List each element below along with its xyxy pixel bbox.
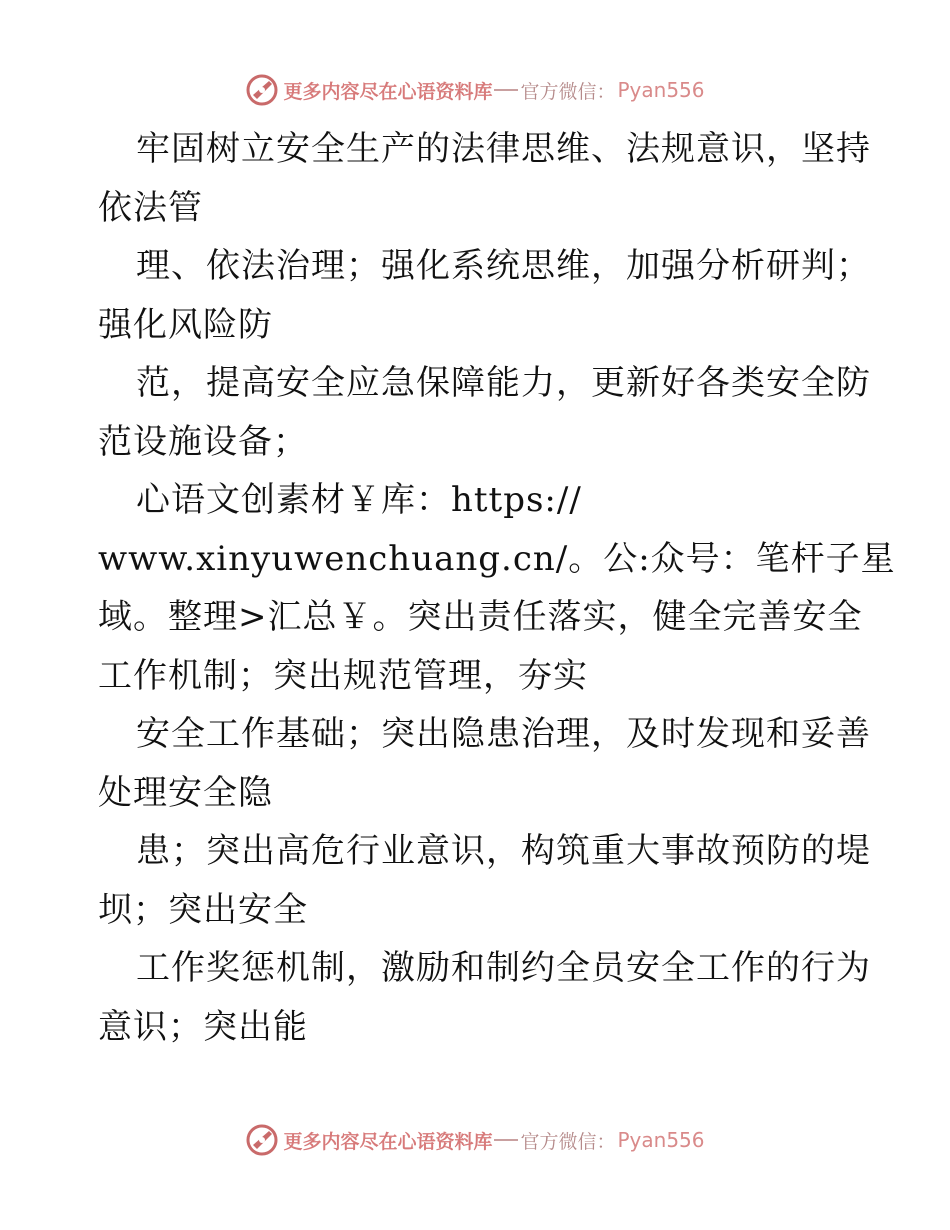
text-line: 工作机制；突出规范管理，夯实 <box>98 655 588 696</box>
text-line: 域。整理>汇总￥。突出责任落实，健全完善安全 <box>98 597 863 637</box>
header-wechat-label: 官方微信： <box>520 80 616 103</box>
footer-banner <box>0 1120 950 1160</box>
brand-logo-icon <box>245 73 279 107</box>
text-line: 范设施设备； <box>98 421 308 462</box>
text-line: 理、依法治理；强化系统思维，加强分析研判； <box>136 246 871 286</box>
text-line: 牢固树立安全生产的法律思维、法规意识，坚持 <box>136 129 871 169</box>
brand-logo-icon <box>245 1123 279 1157</box>
text-line: www.xinyuwenchuang.cn/。公:众号：笔杆子星 <box>98 538 896 579</box>
header-banner <box>0 70 950 110</box>
header-promo-text: 更多内容尽在心语资料库 <box>283 80 493 103</box>
header-dash <box>494 89 518 91</box>
text-line: 意识；突出能 <box>98 1006 308 1047</box>
text-line: 安全工作基础；突出隐患治理，及时发现和妥善 <box>136 714 871 754</box>
footer-dash <box>494 1139 518 1141</box>
text-line: 工作奖惩机制，激励和制约全员安全工作的行为 <box>136 948 871 988</box>
text-line: 依法管 <box>98 187 203 228</box>
text-line: 强化风险防 <box>98 304 273 345</box>
text-line: 处理安全隐 <box>98 772 273 813</box>
footer-promo-text: 更多内容尽在心语资料库 <box>283 1130 493 1153</box>
text-line: 坝；突出安全 <box>98 889 308 930</box>
text-line: 心语文创素材￥库：https:// <box>136 480 582 520</box>
document-body <box>98 120 896 1056</box>
text-line: 患；突出高危行业意识，构筑重大事故预防的堤 <box>136 831 871 871</box>
header-wechat-id: Pyan556 <box>617 78 705 102</box>
footer-wechat-label: 官方微信： <box>520 1130 616 1153</box>
footer-wechat-id: Pyan556 <box>617 1128 705 1152</box>
text-line: 范，提高安全应急保障能力，更新好各类安全防 <box>136 363 871 403</box>
